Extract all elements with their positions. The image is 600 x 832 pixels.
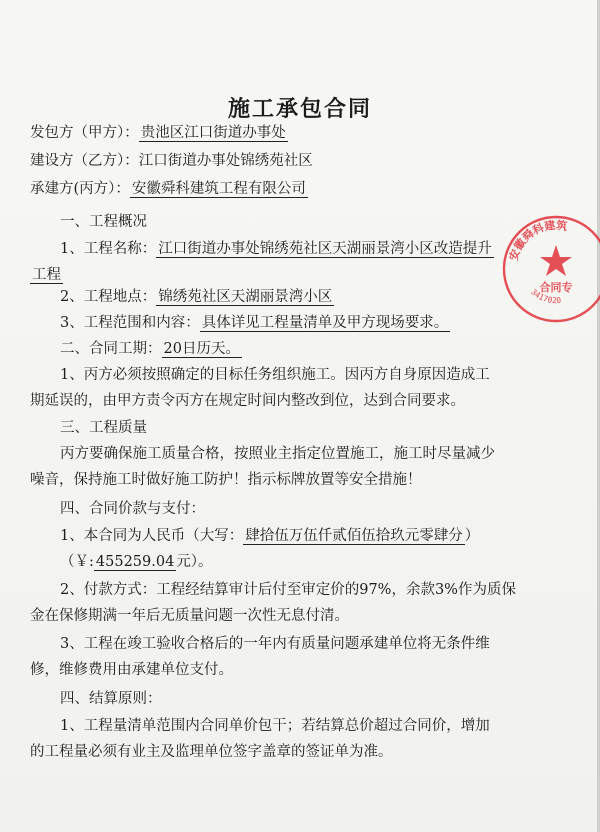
contract-price-prefix: 1、本合同为人民币（大写： (60, 528, 244, 544)
settlement-line-1: 1、工程量清单范围内合同单价包干；若结算总价超过合同价，增加 (60, 718, 490, 734)
seal-arc-text: 安徽舜科建筑 (506, 218, 569, 263)
section-2-value: 20日历天。 (163, 341, 240, 357)
party-b-row (30, 149, 313, 170)
warranty-line-2: 修，维修费用由承建单位支付。 (30, 662, 233, 678)
section-3-para-line-2: 噪音，保持施工时做好施工防护！指示标牌放置等安全措施！ (30, 472, 422, 488)
contract-price-row (60, 524, 479, 545)
project-location-value: 锦绣苑社区天湖丽景湾小区 (158, 289, 333, 305)
party-c-label: 承建方(丙方）： (30, 181, 130, 197)
party-c-value: 安徽舜科建筑工程有限公司 (131, 181, 306, 197)
project-name-value: 江口街道办事处锦绣苑社区天湖丽景湾小区改造提升 (158, 241, 492, 257)
price-number-suffix: 元）。 (176, 554, 213, 570)
settlement-line-2: 的工程量必须有业主及监理单位签字盖章的签证单为准。 (30, 744, 393, 760)
section-2-heading (60, 337, 242, 358)
section-2-para-line-2: 期延误的，由甲方责令丙方在规定时间内整改到位，达到合同要求。 (30, 393, 465, 409)
price-number-prefix: （￥: (60, 554, 94, 570)
contract-price-upper: 肆拾伍万伍仟贰佰伍拾玖元零肆分 (245, 528, 463, 544)
project-location-row (60, 285, 334, 306)
seal-number: 3417020 (529, 287, 562, 306)
party-a-row (30, 121, 288, 142)
party-b-value: 江口街道办事处锦绣苑社区 (138, 153, 313, 169)
section-2-para-line-1: 1、丙方必须按照确定的目标任务组织施工。因丙方自身原因造成工 (60, 367, 490, 383)
project-name-cont (30, 263, 63, 284)
seal-star-icon (540, 245, 572, 276)
payment-line-2: 金在保修期满一年后无质量问题一次性无息付清。 (30, 608, 349, 624)
party-a-label: 发包方（甲方）： (30, 125, 139, 141)
section-4-heading: 四、合同价款与支付： (60, 501, 205, 517)
document-title: 施工承包合同 (227, 96, 372, 122)
party-b-label: 建设方（乙方）： (30, 153, 139, 169)
seal-center-text: 合同专 (539, 281, 573, 294)
project-name-label: 1、工程名称： (60, 241, 157, 257)
project-scope-row (60, 311, 450, 332)
section-3-para-line-1: 丙方要确保施工质量合格，按照业主指定位置施工，施工时尽量减少 (60, 446, 495, 462)
project-name-row (60, 237, 494, 258)
project-scope-value: 具体详见工程量清单及甲方现场要求。 (201, 315, 449, 331)
payment-line-1: 2、付款方式：工程经结算审计后付至审定价的97%，余款3%作为质保 (60, 582, 516, 598)
contract-price-close: ） (464, 528, 480, 544)
company-seal-stamp (500, 213, 600, 325)
section-3-heading: 三、工程质量 (60, 420, 147, 436)
section-2-label: 二、合同工期： (60, 341, 162, 357)
party-a-value: 贵池区江口街道办事处 (140, 125, 286, 141)
price-number-value: 455259.04 (95, 554, 175, 570)
section-5-heading: 四、结算原则： (60, 691, 162, 707)
seal-graphic (500, 213, 600, 325)
warranty-line-1: 3、工程在竣工验收合格后的一年内有质量问题承建单位将无条件维 (60, 636, 490, 652)
project-scope-label: 3、工程范围和内容： (60, 315, 200, 331)
contract-price-number-row (60, 550, 213, 571)
project-location-label: 2、工程地点： (60, 289, 157, 305)
project-name-value-cont: 工程 (32, 267, 61, 283)
section-1-heading: 一、工程概况 (60, 214, 147, 230)
party-c-row (30, 177, 308, 198)
